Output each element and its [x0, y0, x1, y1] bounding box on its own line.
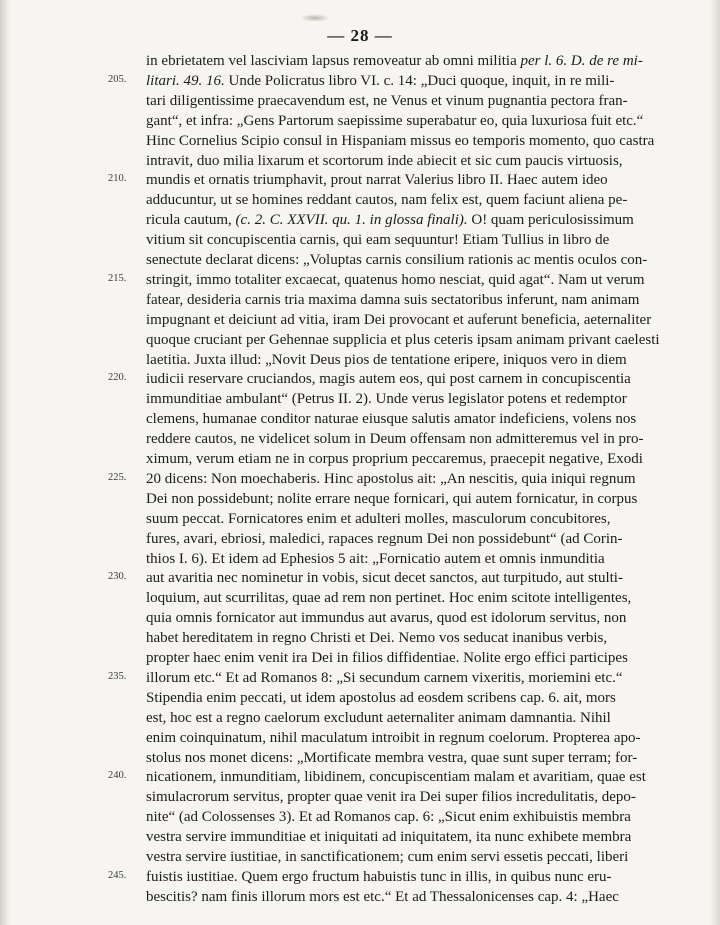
- line-text: [146, 310, 688, 330]
- line-text: [146, 389, 688, 409]
- text-line: [0, 151, 720, 171]
- text-line: [0, 250, 720, 270]
- line-text: [146, 190, 688, 210]
- line-main-text: est, hoc est a regno caelorum excludunt aeternaliter animam damnantia. Nihil: [146, 709, 611, 726]
- line-text: [146, 688, 688, 708]
- line-main-text: ximum, verum etiam ne in corpus proprium peccaremus, praecepit negative, Exodi: [146, 451, 643, 467]
- line-text: [146, 767, 688, 787]
- line-text: [146, 429, 688, 449]
- line-number: 235.: [108, 670, 127, 682]
- text-line: [0, 51, 720, 71]
- text-line: [0, 628, 720, 648]
- line-text: [146, 449, 688, 469]
- line-number: 240.: [108, 770, 127, 782]
- line-text: [146, 469, 688, 489]
- line-main-text: intravit, duo milia lixarum et scortorum inde abiecit et sic cum paucis virtuosis,: [146, 152, 623, 169]
- line-main-text: Unde Policratus libro VI. c. 14: „Duci quoque, inquit, in re mili-: [224, 72, 615, 89]
- line-text: [146, 250, 688, 270]
- line-main-text: quia omnis fornicator aut immundus aut avarus, quod est idolorum servitus, non: [146, 610, 627, 627]
- line-main-text: habet hereditatem in regno Christi et Dei. Nemo vos seducat inanibus verbis,: [146, 630, 608, 647]
- line-text: [146, 648, 688, 668]
- text-line: [0, 549, 720, 569]
- text-line: [0, 867, 720, 887]
- line-main-text: iudicii reservare cruciandos, magis autem eos, qui post carnem in concupiscentia: [146, 371, 631, 388]
- line-main-text: bescitis? nam finis illorum mors est etc.“ Et ad Thessalonicenses cap. 4: „Haec: [146, 888, 619, 905]
- text-line: [0, 409, 720, 429]
- line-number: 225.: [108, 471, 127, 483]
- line-number: 220.: [108, 372, 127, 384]
- line-main-text: vitium sit concupiscentia carnis, qui eam sequuntur! Etiam Tullius in libro de: [146, 232, 610, 249]
- page-number: — 28 —: [327, 26, 393, 45]
- text-line: [0, 190, 720, 210]
- line-text: [146, 608, 688, 628]
- text-line: [0, 887, 720, 907]
- line-main-text: loquium, aut scurrilitas, quae ad rem non pertinet. Hoc enim scitote intelligentes,: [146, 590, 632, 607]
- line-main-text: illorum etc.“ Et ad Romanos 8: „Si secundum carnem vixeritis, moriemini etc.“: [146, 669, 623, 686]
- line-text: [146, 787, 688, 807]
- line-text: [146, 708, 688, 728]
- line-main-text: vestra servire immunditiae et iniquitati ad iniquitatem, ita nunc exhibete membra: [146, 829, 632, 846]
- text-line: [0, 668, 720, 688]
- text-line: [0, 748, 720, 768]
- line-text: [146, 170, 688, 190]
- line-text: [146, 748, 688, 768]
- text-line: [0, 230, 720, 250]
- line-text: [146, 270, 688, 290]
- line-text: [146, 668, 688, 688]
- line-number: 245.: [108, 869, 127, 881]
- text-line: [0, 389, 720, 409]
- line-main-text: quoque cruciant per Gehennae supplicia et plus ceteris ipsam animam privant caelesti: [146, 331, 660, 348]
- text-line: [0, 568, 720, 588]
- text-line: [0, 767, 720, 787]
- line-trailing-text: O! quam periculosissimum: [467, 212, 634, 229]
- line-text: [146, 509, 688, 529]
- line-text: [146, 131, 688, 151]
- line-main-text: nicationem, inmunditiam, libidinem, concupiscentiam malam et avaritiam, quae est: [146, 769, 646, 786]
- text-line: [0, 608, 720, 628]
- line-number: 210.: [108, 173, 127, 185]
- line-main-text: impugnant et deiciunt ad vitia, iram Dei provocant et auferunt beneficia, aeternaliter: [146, 311, 652, 328]
- line-main-text: stringit, immo totaliter excaecat, quatenus homo nesciat, quid agat“. Nam ut verum: [146, 271, 645, 288]
- line-main-text: fuistis iustitiae. Quem ergo fructum habuistis tunc in illis, in quibus nunc eru-: [146, 868, 612, 885]
- line-main-text: aut avaritia nec nominetur in vobis, sicut decet sanctos, aut turpitudo, aut stulti-: [146, 570, 623, 587]
- text-line: [0, 509, 720, 529]
- text-line: [0, 648, 720, 668]
- text-line: [0, 131, 720, 151]
- line-main-text: immunditiae ambulant“ (Petrus II. 2). Unde verus legislator potens et redemptor: [146, 391, 627, 408]
- text-line: [0, 827, 720, 847]
- line-main-text: stolus nos monet dicens: „Mortificate membra vestra, quae sunt super terram; for-: [146, 749, 638, 766]
- line-text: [146, 568, 688, 588]
- text-line: [0, 708, 720, 728]
- ink-smudge: [300, 14, 330, 22]
- line-text: [146, 628, 688, 648]
- line-number: 230.: [108, 571, 127, 583]
- line-main-text: suum peccat. Fornicatores enim et adulteri molles, masculorum concubitores,: [146, 510, 611, 527]
- text-line: [0, 71, 720, 91]
- citation-italic: per l. 6. D. de re mi-: [520, 53, 643, 69]
- line-text: [146, 827, 688, 847]
- line-main-text: nite“ (ad Colossenses 3). Et ad Romanos cap. 6: „Sicut enim exhibuistis membra: [146, 809, 631, 826]
- line-text: [146, 151, 688, 171]
- line-text: [146, 369, 688, 389]
- line-text: [146, 489, 688, 509]
- line-text: [146, 350, 688, 370]
- line-main-text: senectute declarat dicens: „Voluptas carnis consilium rationis ac mentis oculos con-: [146, 252, 648, 268]
- line-text: [146, 111, 688, 131]
- text-line: [0, 787, 720, 807]
- line-main-text: in ebrietatem vel lasciviam lapsus removeatur ab omni militia: [146, 53, 521, 69]
- line-text: [146, 529, 688, 549]
- line-main-text: tari diligentissime praecavendum est, ne Venus et vinum pugnantia pectora fran-: [146, 92, 628, 109]
- line-main-text: Dei non possidebunt; nolite errare neque fornicari, qui autem fornicatur, in corpus: [146, 490, 638, 507]
- line-main-text: 20 dicens: Non moechaberis. Hinc apostolus ait: „An nescitis, quia iniqui regnum: [146, 470, 636, 487]
- line-text: [146, 847, 688, 867]
- text-line: [0, 290, 720, 310]
- line-main-text: gant“, et infra: „Gens Partorum saepissime superabatur eo, quia luxuriosa fuit etc.“: [146, 112, 644, 129]
- line-text: [146, 51, 688, 71]
- text-line: [0, 469, 720, 489]
- line-text: [146, 290, 688, 310]
- line-main-text: simulacrorum servitus, propter quae venit ira Dei super filios incredulitatis, depo-: [146, 789, 636, 806]
- line-main-text: Hinc Cornelius Scipio consul in Hispaniam missus eo temporis momento, quo castra: [146, 132, 655, 149]
- text-line: [0, 429, 720, 449]
- line-text: [146, 807, 688, 827]
- line-number: 205.: [108, 73, 127, 85]
- line-text: [146, 549, 688, 569]
- line-main-text: adducuntur, ut se homines reddant cautos, nam felix est, quem faciunt aliena pe-: [146, 192, 628, 209]
- text-line: [0, 91, 720, 111]
- line-text: [146, 728, 688, 748]
- line-main-text: laetitia. Juxta illud: „Novit Deus pios de tentatione eripere, iniquos vero in diem: [146, 351, 627, 368]
- line-text: [146, 887, 688, 907]
- line-text: [146, 230, 688, 250]
- citation-italic: litari. 49. 16.: [146, 72, 225, 89]
- line-main-text: propter haec enim venit ira Dei in filios diffidentiae. Nolite ergo effici participes: [146, 650, 628, 666]
- text-line: [0, 210, 720, 230]
- citation-italic: (c. 2. C. XXVII. qu. 1. in glossa finali).: [235, 212, 468, 229]
- text-line: [0, 688, 720, 708]
- line-text: [146, 867, 688, 887]
- text-line: [0, 350, 720, 370]
- line-main-text: thios I. 6). Et idem ad Ephesios 5 ait: „Fornicatio autem et omnis inmunditia: [146, 550, 605, 567]
- text-line: [0, 310, 720, 330]
- line-text: [146, 71, 688, 91]
- line-main-text: clemens, humanae conditor naturae eiusque salutis amator indeficiens, volens nos: [146, 411, 637, 428]
- line-text: [146, 409, 688, 429]
- line-main-text: reddere cautos, ne videlicet solum in Deum offensam non admitteremus vel in pro-: [146, 431, 644, 448]
- line-main-text: vestra servire iustitiae, in sanctificationem; cum enim servi essetis peccati, liberi: [146, 849, 629, 865]
- text-line: [0, 330, 720, 350]
- line-number: 215.: [108, 272, 127, 284]
- line-text: [146, 91, 688, 111]
- text-line: [0, 807, 720, 827]
- line-main-text: enim coinquinatum, nihil maculatum introibit in regnum coelorum. Propterea apo-: [146, 729, 641, 746]
- line-main-text: fures, avari, ebriosi, maledici, rapaces regnum Dei non possidebunt“ (ad Corin-: [146, 530, 623, 547]
- text-line: [0, 270, 720, 290]
- text-line: [0, 369, 720, 389]
- text-line: [0, 449, 720, 469]
- line-main-text: mundis et ornatis triumphavit, prout narrat Valerius libro II. Haec autem ideo: [146, 172, 608, 189]
- text-line: [0, 847, 720, 867]
- line-text: [146, 210, 688, 230]
- text-line: [0, 588, 720, 608]
- line-text: [146, 588, 688, 608]
- text-line: [0, 529, 720, 549]
- text-line: [0, 170, 720, 190]
- line-main-text: fatear, desideria carnis tria maxima damna suis sectatoribus inferunt, nam animam: [146, 291, 640, 308]
- line-text: [146, 330, 688, 350]
- line-main-text: Stipendia enim peccati, ut idem apostolus ad eosdem scribens cap. 6. ait, mors: [146, 689, 616, 706]
- text-line: [0, 111, 720, 131]
- text-line: [0, 728, 720, 748]
- text-line: [0, 489, 720, 509]
- line-main-text: ricula cautum,: [146, 212, 236, 229]
